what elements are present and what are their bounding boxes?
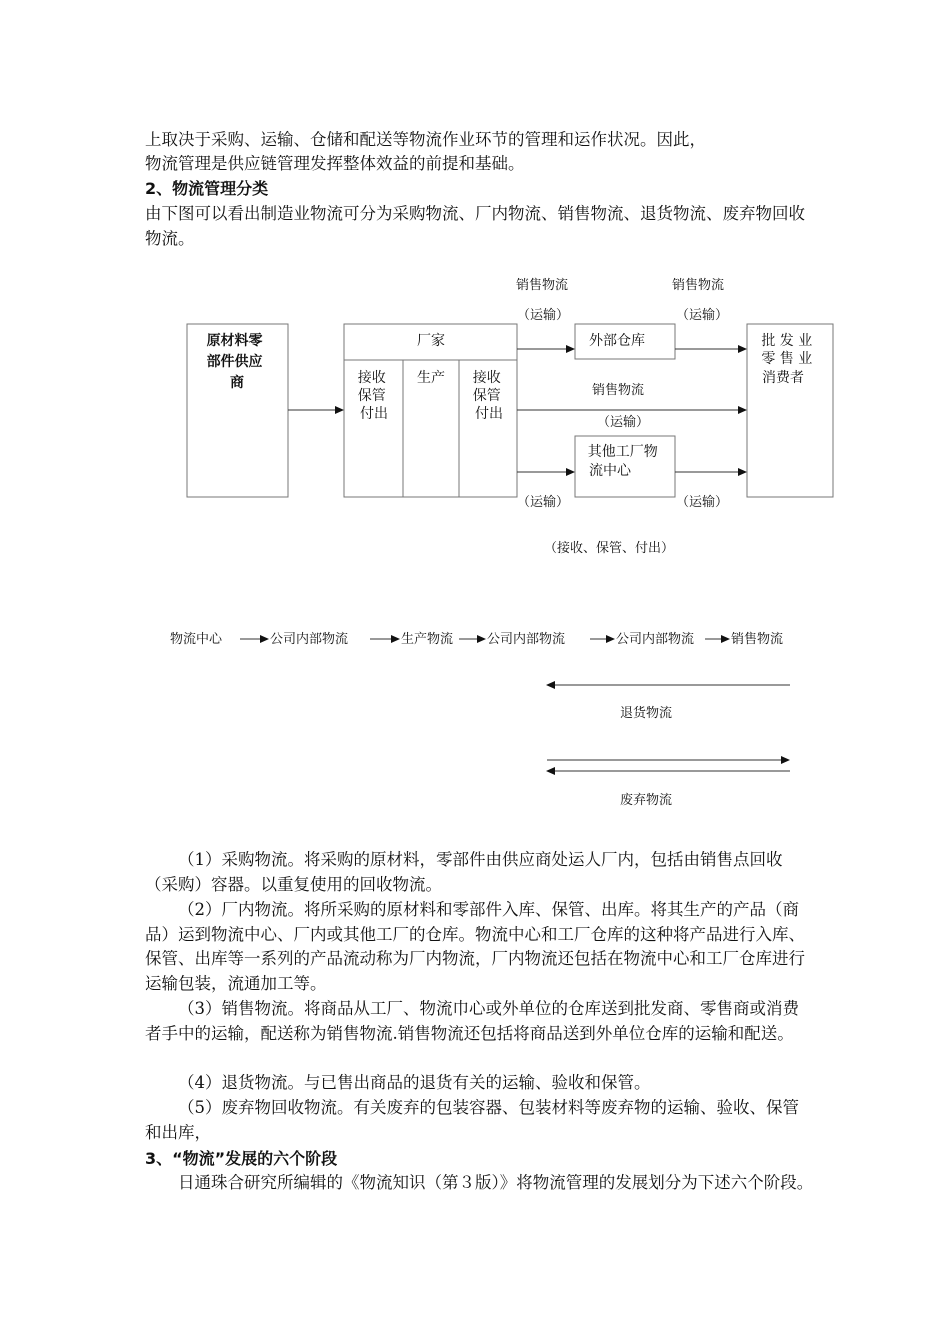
section2-intro: 由下图可以看出制造业物流可分为采购物流、厂内物流、销售物流、退货物流、废弃物回收物流。 (145, 204, 805, 248)
intro-line-1: 上取决于采购、运输、仓储和配送等物流作业环节的管理和运作状况。因此， (145, 130, 706, 149)
logistics-flow-diagram (0, 265, 950, 565)
section2-heading: 2、物流管理分类 (145, 179, 269, 198)
supplier-label: 原材料零 部件供应 商 (206, 333, 263, 391)
transport-label-5: （运输） (675, 495, 729, 510)
sales-flow-label-2: 销售物流 (671, 278, 725, 293)
supplier-box (187, 324, 288, 497)
list-item-return: （4）退货物流。与已售出商品的退货有关的运输、验收和保管。 (178, 1073, 651, 1092)
chain-logistics-center: 物流中心 (170, 632, 223, 647)
section3-heading: 3、“物流”发展的六个阶段 (145, 1149, 338, 1168)
intro-line-2: 物流管理是供应链管理发挥整体效益的前提和基础。 (145, 154, 525, 173)
return-flow-label: 退货物流 (619, 706, 673, 721)
list-item-sales: （3）销售物流。将商品从工厂、物流巾心或外单位的仓库送到批发商、零售商或消费者手中的运输，配送称为销售物流.销售物流还包括将商品送到外单位仓库的运输和配送。 (145, 999, 799, 1043)
factory-receive-right: 接收 保管 付出 (472, 370, 503, 422)
waste-flow-label: 废弃物流 (619, 793, 673, 808)
destination-label: 批 发 业 零 售 业 消费者 (761, 333, 813, 386)
destination-box (747, 324, 833, 497)
logistics-chain-diagram (0, 615, 950, 815)
chain-internal-2: 公司内部物流 (487, 632, 566, 647)
outer-warehouse-label: 外部仓库 (589, 333, 645, 349)
list-item-waste: （5）废弃物回收物流。有关废弃的包装容器、包装材料等废弃物的运输、验收、保管和出库， (145, 1098, 799, 1142)
list-item-purchase: （1）采购物流。将采购的原材料，零部件由供应商处运人厂内，包括由销售点回收（采购）容器。以重复使用的回收物流。 (145, 850, 783, 894)
factory-receive-left: 接收 保管 付出 (357, 370, 388, 422)
chain-production: 生产物流 (401, 632, 454, 647)
sales-flow-label-3: 销售物流 (591, 383, 645, 398)
section3-intro: 日通珠合研究所编辑的《物流知识（第３版）》将物流管理的发展划分为下述六个阶段。 (178, 1173, 814, 1192)
transport-label-2: （运输） (675, 308, 729, 323)
chain-internal-3: 公司内部物流 (616, 632, 695, 647)
transport-label-4: （运输） (516, 495, 570, 510)
transport-label-3: （运输） (596, 415, 650, 430)
list-item-inplant: （2）厂内物流。将所采购的原材料和零部件入库、保管、出库。将其生产的产品（商品）运到物流中心、厂内或其他工厂的仓库。物流中心和工厂仓库的这种将产品进行入库、保管、出库等一系列的产品流动称为厂内物流，厂内物流还包括在物流中心和工厂仓库进行运输包装，流通加工等。 (145, 900, 805, 993)
transport-label-1: （运输） (516, 308, 570, 323)
factory-production: 生产 (417, 370, 445, 386)
factory-title: 厂家 (417, 333, 445, 349)
receive-store-ship-note: （接收、保管、付出） (543, 541, 675, 556)
chain-sales: 销售物流 (731, 632, 784, 647)
other-factory-label: 其他工厂物 流中心 (587, 444, 658, 479)
sales-flow-label-1: 销售物流 (515, 278, 569, 293)
chain-internal-1: 公司内部物流 (270, 632, 349, 647)
